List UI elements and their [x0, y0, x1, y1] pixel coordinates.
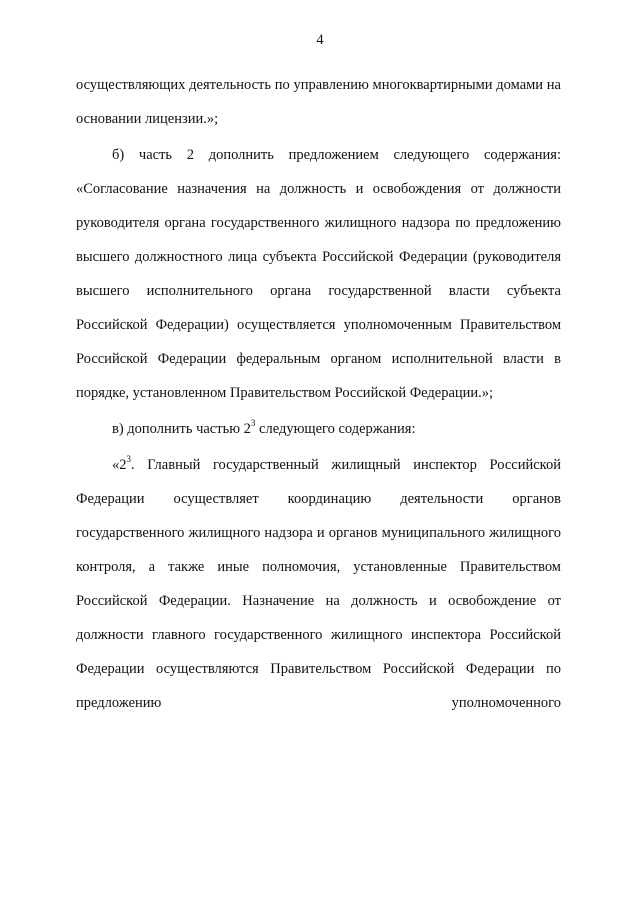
paragraph-continuation: осуществляющих деятельность по управлению многоквартирными домами на основании лицензии.»; — [76, 77, 561, 127]
paragraph-2-3-text-end: . Главный государственный жилищный инспектор Российской Федерации осуществляет координацию деятельности органов государственного жилищного надзора и органов муниципального жилищного контроля, а также иные полномочия, установленные Правительством Российской Федерации. Назначение на должность и освобождение от должности главного государственного жилищного инспектора Российской Федерации осуществляются Правительством Российской Федерации по предложению уполномоченного — [76, 457, 561, 711]
paragraph-v-text-end: следующего содержания: — [255, 421, 416, 437]
paragraph-b: б) часть 2 дополнить предложением следующего содержания: «Согласование назначения на должность и освобождения от должности руководителя органа государственного жилищного надзора по предложению высшего должностного лица субъекта Российской Федерации (руководителя высшего исполнительного органа государственной власти субъекта Российской Федерации) осуществляется уполномоченным Правительством Российской Федерации федеральным органом исполнительной власти в порядке, установленном Правительством Российской Федерации.»; — [76, 147, 561, 401]
paragraph-2-3 — [76, 448, 561, 720]
page-number: 4 — [316, 32, 324, 48]
document-body — [76, 68, 561, 720]
paragraph-v — [76, 412, 561, 446]
paragraph-v-superscript: 3 — [250, 418, 256, 429]
paragraph-2-3-superscript: 3 — [126, 454, 131, 465]
paragraph-v-text-start: в) дополнить частью 2 — [112, 421, 251, 437]
paragraph-2-3-text-start: «2 — [112, 457, 127, 473]
